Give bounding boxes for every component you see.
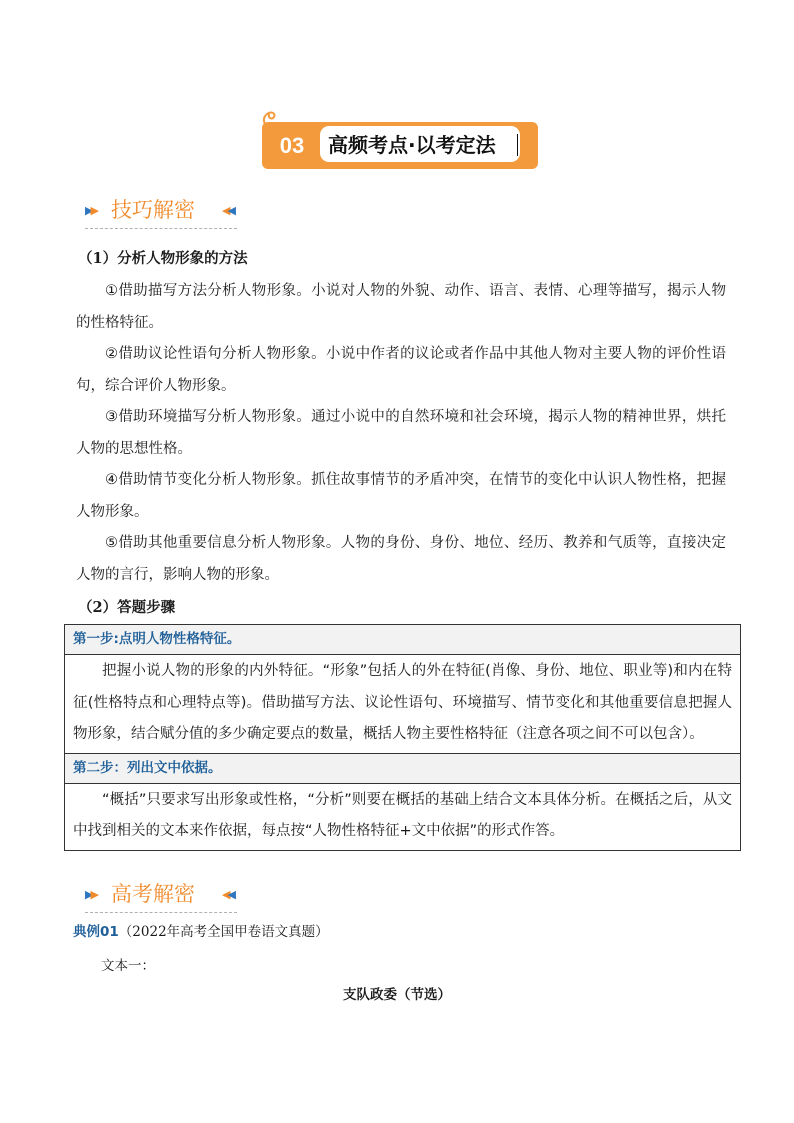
- chapter-banner: [257, 106, 539, 172]
- section-title: 技巧解密: [111, 198, 195, 222]
- chapter-number: 03: [279, 133, 305, 158]
- double-arrow-right-icon: ▶▶: [85, 204, 96, 217]
- text-cursor: [517, 134, 518, 156]
- part2-heading: （2）答题步骤: [78, 599, 176, 616]
- step2-header-row: [65, 754, 740, 784]
- section-heading-exam: [85, 879, 240, 913]
- article-title: 支队政委（节选）: [343, 987, 451, 1003]
- method-paragraph-4: ④借助情节变化分析人物形象。抓住故事情节的矛盾冲突，在情节的变化中认识人物性格，把握人物形象。: [76, 472, 726, 520]
- answer-steps-table: [64, 624, 741, 851]
- step1-header-row: [65, 625, 740, 655]
- chapter-title: 高频考点·以考定法: [328, 133, 496, 157]
- method-paragraph-1: ①借助描写方法分析人物形象。小说对人物的外貌、动作、语言、表情、心理等描写，揭示人物的性格特征。: [76, 283, 726, 331]
- example-source: （2022年高考全国甲卷语文真题）: [118, 924, 329, 940]
- dashed-divider: [85, 912, 237, 913]
- step2-body-row: [65, 784, 740, 850]
- example-tag: 典例01: [73, 924, 119, 940]
- method-paragraph-5: ⑤借助其他重要信息分析人物形象。人物的身份、身份、地位、经历、教养和气质等，直接决定人物的言行，影响人物的形象。: [76, 535, 726, 583]
- step1-title: 第一步:点明人物性格特征。: [65, 625, 740, 654]
- dashed-divider: [85, 228, 237, 229]
- step1-body-row: [65, 655, 740, 754]
- step2-title: 第二步：列出文中依据。: [65, 754, 740, 783]
- double-arrow-left-icon: ◀◀: [222, 204, 233, 217]
- step2-text: “概括”只要求写出形象或性格，“分析”则要在概括的基础上结合文本具体分析。在概括之后，从文中找到相关的文本来作依据，每点按“人物性格特征+文中依据”的形式作答。: [73, 791, 732, 839]
- part1-heading: （1）分析人物形象的方法: [78, 250, 248, 267]
- example-line: [73, 922, 329, 942]
- double-arrow-left-icon: ◀◀: [222, 888, 233, 901]
- step1-text: 把握小说人物的形象的内外特征。“形象”包括人的外在特征(肖像、身份、地位、职业等)和内在特征(性格特点和心理特点等)。借助描写方法、议论性语句、环境描写、情节变化和其他重要信息把握人物形象，结合赋分值的多少确定要点的数量，概括人物主要性格特征（注意各项之间不可以包含）。: [73, 663, 732, 742]
- method-paragraph-3: ③借助环境描写分析人物形象。通过小说中的自然环境和社会环境，揭示人物的精神世界，烘托人物的思想性格。: [76, 409, 726, 457]
- section-heading-tips: [85, 195, 240, 229]
- section-title: 高考解密: [111, 882, 195, 906]
- method-paragraph-2: ②借助议论性语句分析人物形象。小说中作者的议论或者作品中其他人物对主要人物的评价性语句，综合评价人物形象。: [76, 346, 726, 394]
- text-label: 文本一：: [101, 958, 155, 974]
- double-arrow-right-icon: ▶▶: [85, 888, 96, 901]
